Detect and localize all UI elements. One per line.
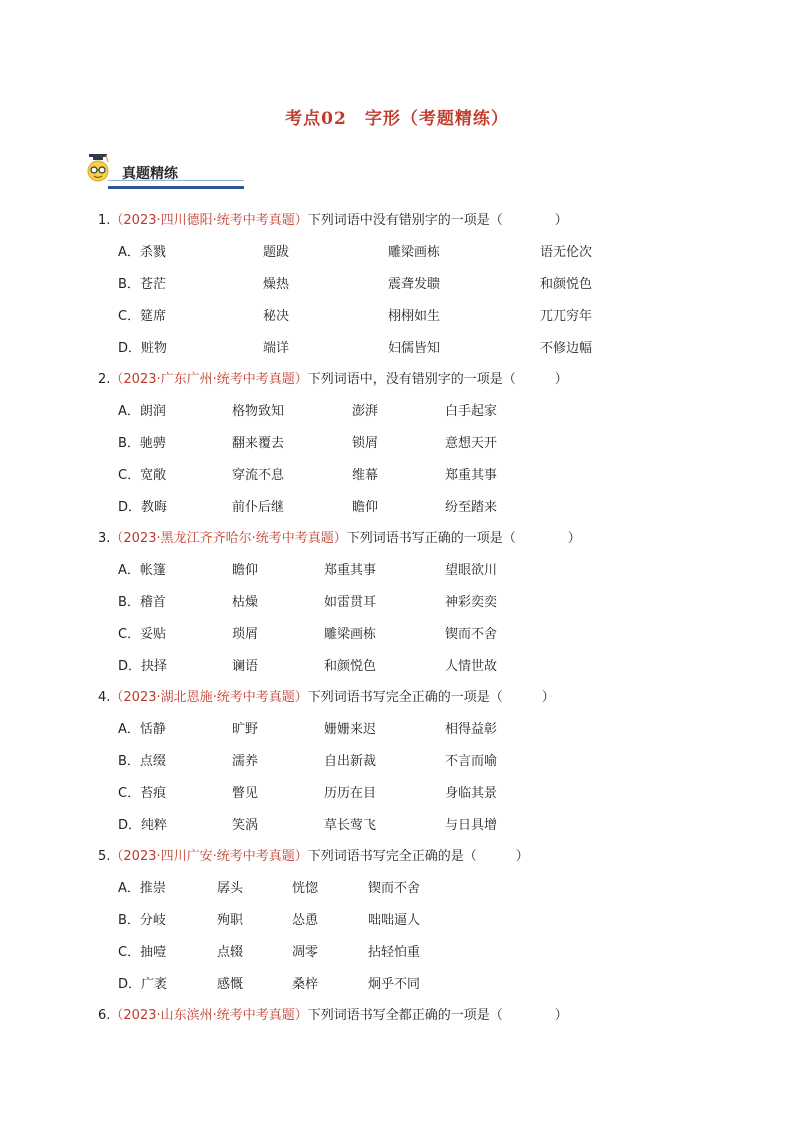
option-word: 震聋发聩: [388, 277, 441, 292]
option-word: 旷野: [232, 722, 259, 737]
option-word: 拈轻怕重: [368, 945, 421, 960]
question-3-stem: [98, 527, 581, 546]
option-word: 神彩奕奕: [445, 595, 498, 610]
option-word: 不修边幅: [540, 341, 593, 356]
option-word: 姗姗来迟: [324, 722, 377, 737]
option-label: D．广袤: [118, 977, 168, 992]
option-word: 人情世故: [445, 659, 498, 674]
option-word: 谰语: [232, 659, 259, 674]
option-word: 秘决: [263, 309, 290, 324]
option-word: 望眼欲川: [445, 563, 498, 578]
question-number: 4.: [98, 690, 111, 705]
option-label: C．妥贴: [118, 627, 167, 642]
option-word: 恍惚: [292, 881, 319, 896]
option-word: 郑重其事: [324, 563, 377, 578]
option-word: 翻来覆去: [232, 436, 285, 451]
option-word: 和颜悦色: [540, 277, 593, 292]
option-label: A．帐篷: [118, 563, 166, 578]
option-word: 历历在目: [324, 786, 377, 801]
option-label: B．分岐: [118, 913, 166, 928]
question-6-stem: [98, 1004, 568, 1023]
option-word: 兀兀穷年: [540, 309, 593, 324]
question-source: （2023·山东滨州·统考中考真题）: [110, 1008, 308, 1023]
option-word: 怂恿: [292, 913, 319, 928]
option-word: 殉职: [217, 913, 244, 928]
question-source: （2023·四川广安·统考中考真题）: [110, 849, 308, 864]
option-label: D．抉择: [118, 659, 168, 674]
option-word: 妇儒皆知: [388, 341, 441, 356]
question-source: （2023·黑龙江齐齐哈尔·统考中考真题）: [110, 531, 347, 546]
option-word: 格物致知: [232, 404, 285, 419]
question-number: 2.: [98, 372, 111, 387]
section-underline: [108, 186, 244, 189]
option-word: 锲而不舍: [445, 627, 498, 642]
question-text: 下列词语书写全都正确的一项是（ ）: [307, 1008, 568, 1023]
option-word: 题跋: [263, 245, 290, 260]
option-word: 和颜悦色: [324, 659, 377, 674]
option-word: 锲而不舍: [368, 881, 421, 896]
option-label: A．杀戮: [118, 245, 166, 260]
option-label: B．点缀: [118, 754, 166, 769]
option-word: 凋零: [292, 945, 319, 960]
question-source: （2023·湖北恩施·统考中考真题）: [110, 690, 308, 705]
option-word: 瞻仰: [232, 563, 259, 578]
question-5-stem: [98, 845, 529, 864]
option-label: B．苍茫: [118, 277, 166, 292]
option-word: 语无伦次: [540, 245, 593, 260]
option-word: 燥热: [263, 277, 290, 292]
option-label: B．稽首: [118, 595, 166, 610]
option-label: C．苔痕: [118, 786, 167, 801]
option-label: A．恬静: [118, 722, 166, 737]
question-1-stem: [98, 209, 568, 228]
option-word: 桑梓: [292, 977, 319, 992]
option-word: 濡养: [232, 754, 259, 769]
option-word: 白手起家: [445, 404, 498, 419]
question-text: 下列词语中没有错别字的一项是（ ）: [307, 213, 568, 228]
question-4-stem: [98, 686, 555, 705]
option-word: 前仆后继: [232, 500, 285, 515]
option-word: 端详: [263, 341, 290, 356]
question-number: 6.: [98, 1008, 111, 1023]
option-label: D．教晦: [118, 500, 168, 515]
section-label: 真题精练: [122, 166, 178, 182]
option-word: 穿流不息: [232, 468, 285, 483]
option-word: 如雷贯耳: [324, 595, 377, 610]
question-source: （2023·广东广州·统考中考真题）: [110, 372, 308, 387]
option-word: 纷至踏来: [445, 500, 498, 515]
question-source: （2023·四川德阳·统考中考真题）: [110, 213, 308, 228]
option-word: 郑重其事: [445, 468, 498, 483]
option-label: C．筵席: [118, 309, 167, 324]
option-word: 澎湃: [352, 404, 379, 419]
option-word: 意想天开: [445, 436, 498, 451]
option-word: 孱头: [217, 881, 244, 896]
option-word: 不言而喻: [445, 754, 498, 769]
option-word: 锁屑: [352, 436, 379, 451]
option-word: 瞥见: [232, 786, 259, 801]
option-label: D．纯粹: [118, 818, 168, 833]
page-title: 考点02 字形（考题精练）: [285, 109, 509, 129]
option-word: 自出新裁: [324, 754, 377, 769]
question-number: 3.: [98, 531, 111, 546]
option-word: 枯燥: [232, 595, 259, 610]
question-text: 下列词语中，没有错别字的一项是（ ）: [307, 372, 568, 387]
question-2-stem: [98, 368, 568, 387]
question-number: 1.: [98, 213, 111, 228]
option-word: 感慨: [217, 977, 244, 992]
question-text: 下列词语书写正确的一项是（ ）: [346, 531, 581, 546]
option-word: 栩栩如生: [388, 309, 441, 324]
question-number: 5.: [98, 849, 111, 864]
option-word: 相得益彰: [445, 722, 498, 737]
option-word: 炯乎不同: [368, 977, 421, 992]
option-word: 瞻仰: [352, 500, 379, 515]
option-word: 与日具增: [445, 818, 498, 833]
option-word: 草长莺飞: [324, 818, 377, 833]
option-word: 点辍: [217, 945, 244, 960]
option-label: C．宽敞: [118, 468, 167, 483]
option-word: 雕梁画栋: [388, 245, 441, 260]
option-label: A．推崇: [118, 881, 166, 896]
question-text: 下列词语书写完全正确的是（ ）: [307, 849, 529, 864]
option-label: D．赃物: [118, 341, 168, 356]
section-header: [84, 150, 244, 192]
option-word: 身临其景: [445, 786, 498, 801]
option-label: B．驰骋: [118, 436, 166, 451]
option-label: A．朗润: [118, 404, 166, 419]
question-text: 下列词语书写完全正确的一项是（ ）: [307, 690, 555, 705]
option-word: 笑涡: [232, 818, 259, 833]
option-word: 维幕: [352, 468, 379, 483]
option-word: 琐屑: [232, 627, 259, 642]
option-word: 雕梁画栋: [324, 627, 377, 642]
option-label: C．抽噎: [118, 945, 167, 960]
option-word: 咄咄逼人: [368, 913, 421, 928]
